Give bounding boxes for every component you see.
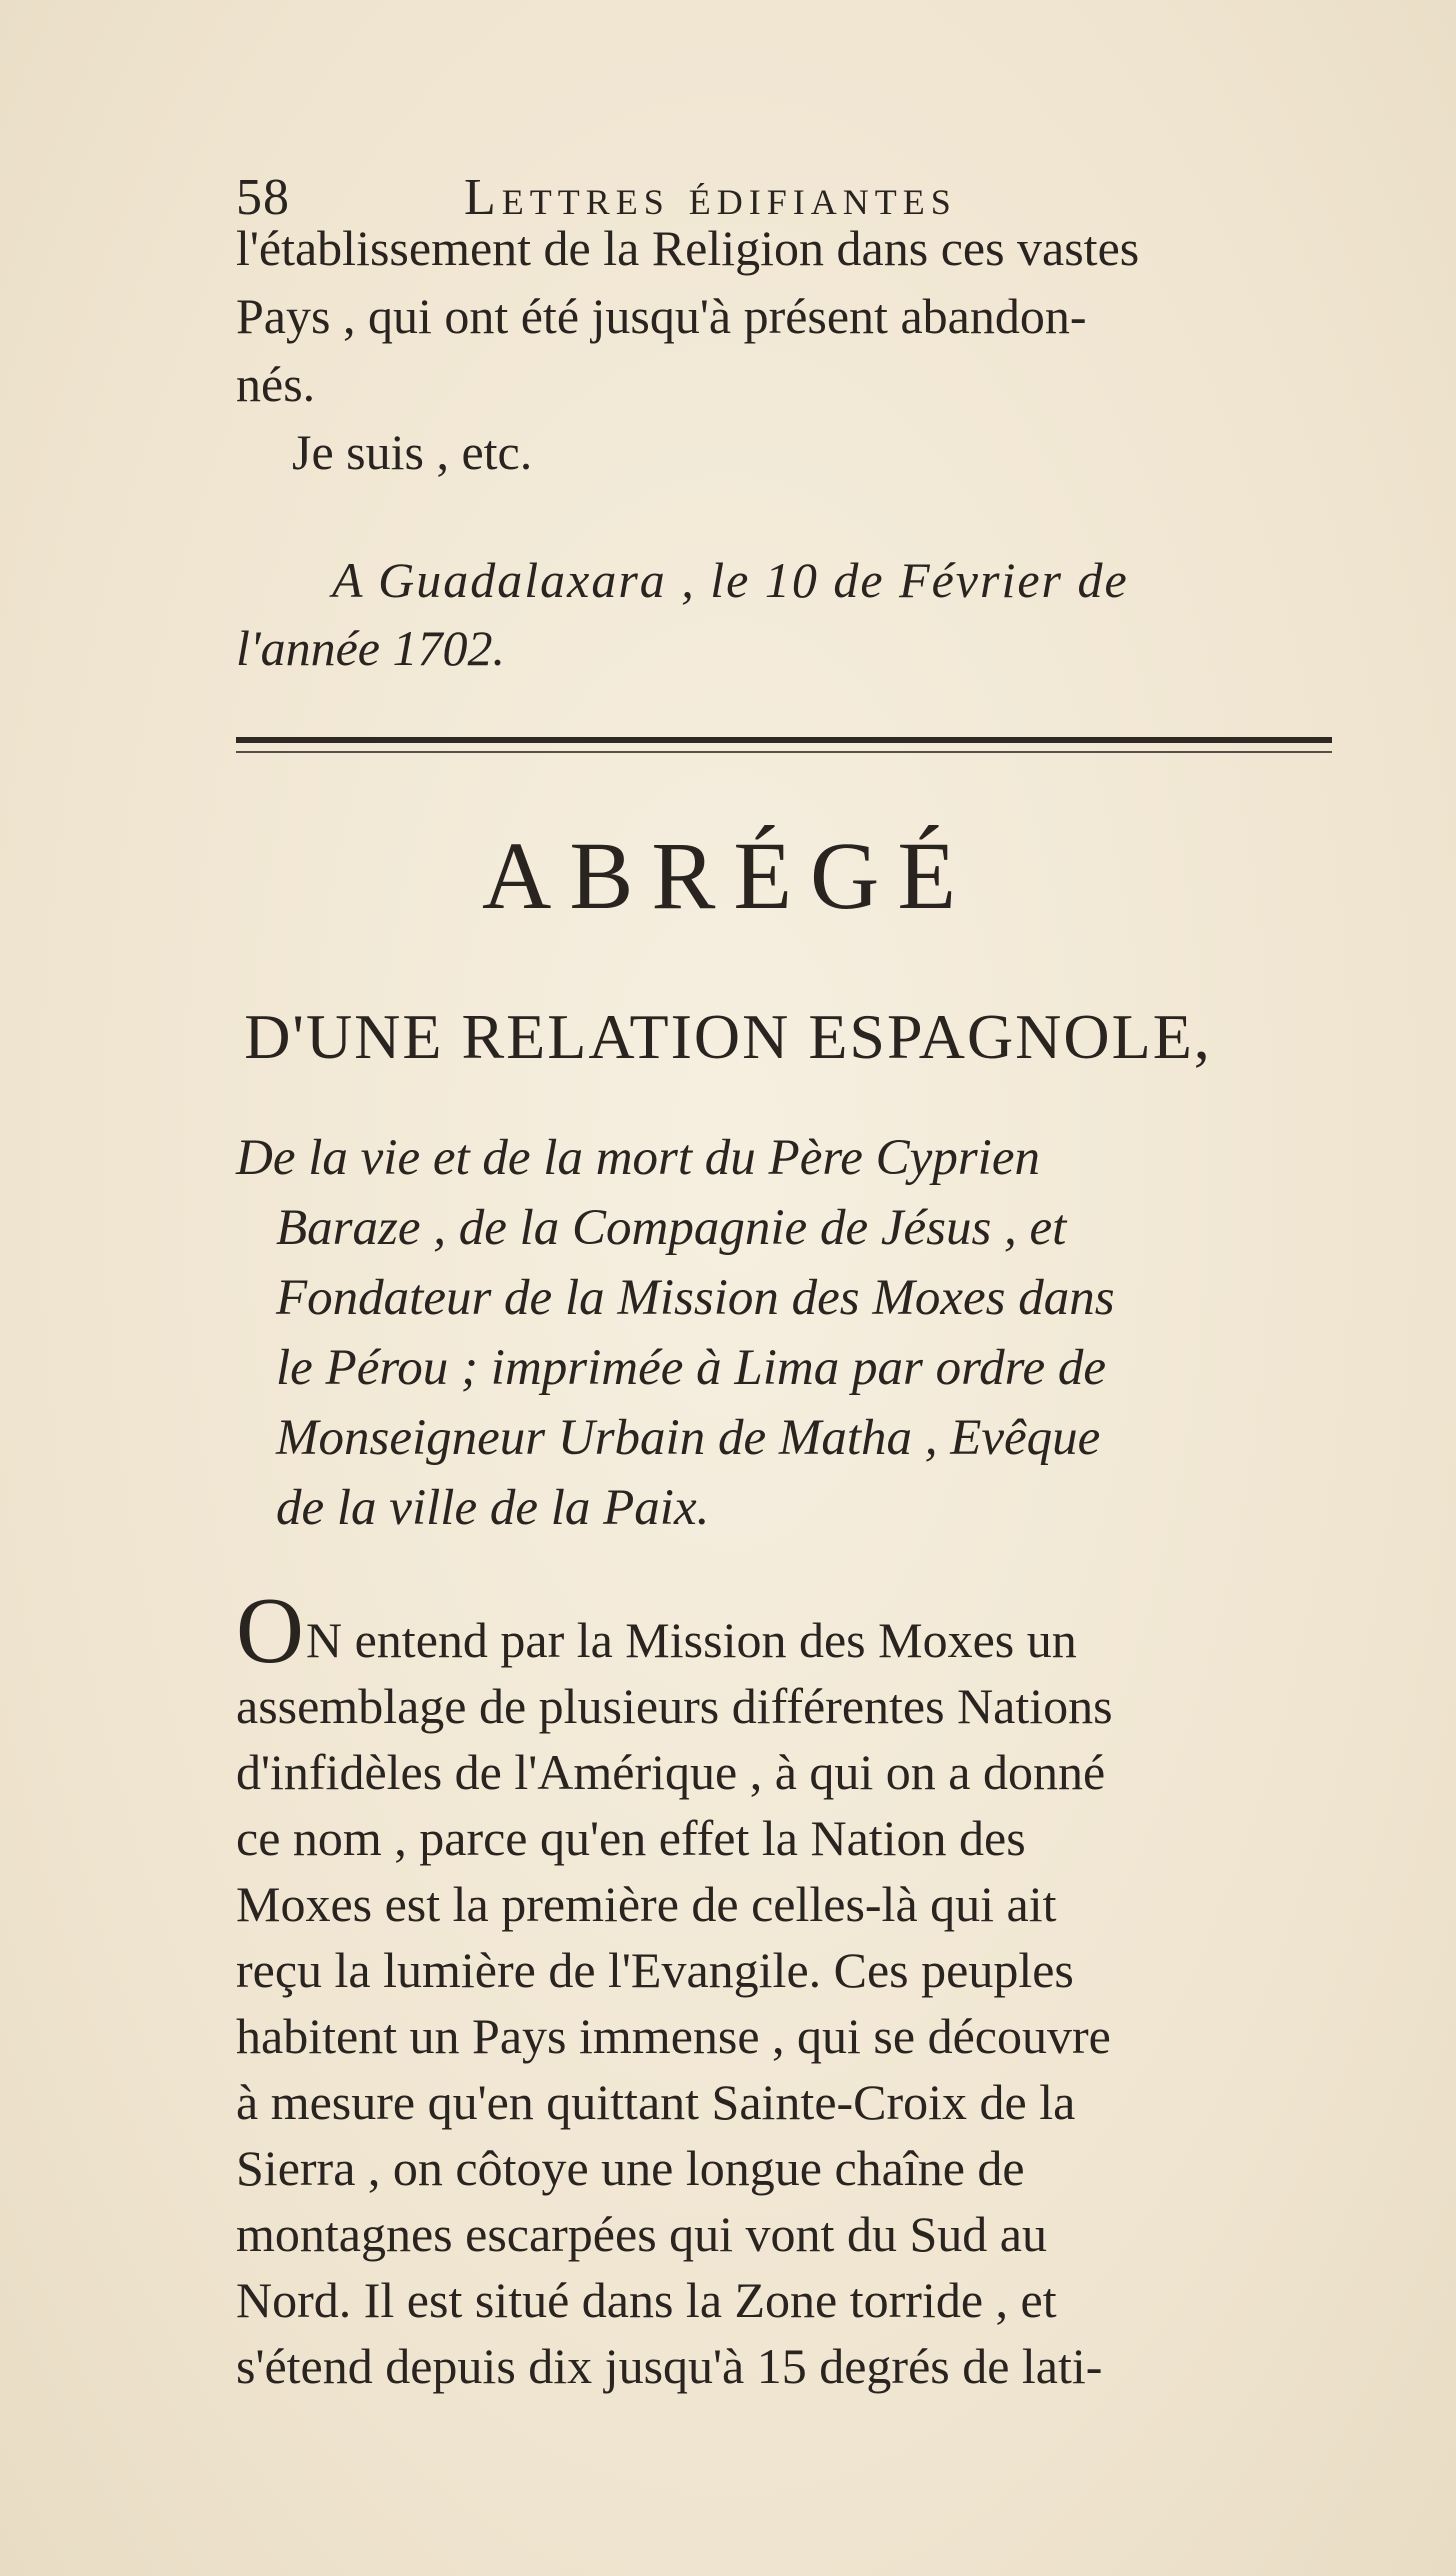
section-divider-thin (236, 751, 1332, 753)
text-line: Moxes est la première de celles-là qui ait (236, 1876, 1057, 1932)
text-line: Sierra , on côtoye une longue chaîne de (236, 2140, 1025, 2196)
text-line: N entend par la Mission des Moxes un (306, 1612, 1077, 1668)
text-line: reçu la lumière de l'Evangile. Ces peuples (236, 1942, 1074, 1998)
place-date-line: l'année 1702. (236, 620, 505, 676)
summary-line: De la vie et de la mort du Père Cyprien (236, 1130, 1040, 1186)
signoff-line: Je suis , etc. (292, 424, 533, 480)
summary-line: de la ville de la Paix. (276, 1480, 710, 1536)
text-line: assemblage de plusieurs différentes Nations (236, 1678, 1113, 1734)
summary-line: le Pérou ; imprimée à Lima par ordre de (276, 1340, 1107, 1396)
summary-line: Baraze , de la Compagnie de Jésus , et (276, 1200, 1067, 1256)
drop-cap: O (236, 1579, 304, 1683)
text-line: Nord. Il est situé dans la Zone torride , et (236, 2272, 1057, 2328)
text-line: montagnes escarpées qui vont du Sud au (236, 2206, 1047, 2262)
summary-line: Fondateur de la Mission des Moxes dans (276, 1270, 1115, 1326)
text-line: s'étend depuis dix jusqu'à 15 degrés de lati- (236, 2338, 1103, 2394)
text-line: à mesure qu'en quittant Sainte-Croix de la (236, 2074, 1076, 2130)
text-line: nés. (236, 356, 316, 412)
running-head: Lettres édifiantes (464, 169, 957, 226)
section-title: ABRÉGÉ (482, 822, 974, 929)
text-line: d'infidèles de l'Amérique , à qui on a donné (236, 1744, 1106, 1800)
section-subtitle: D'UNE RELATION ESPAGNOLE, (244, 1001, 1212, 1072)
text-line: Pays , qui ont été jusqu'à présent abandon- (236, 288, 1087, 344)
place-date-line: A Guadalaxara , le 10 de Février de (332, 552, 1129, 608)
text-line: habitent un Pays immense , qui se découvre (236, 2008, 1111, 2064)
page-number: 58 (236, 169, 290, 226)
text-line: ce nom , parce qu'en effet la Nation des (236, 1810, 1026, 1866)
text-line: l'établissement de la Religion dans ces vastes (236, 220, 1140, 276)
summary-line: Monseigneur Urbain de Matha , Evêque (276, 1410, 1101, 1466)
section-divider (236, 737, 1332, 743)
